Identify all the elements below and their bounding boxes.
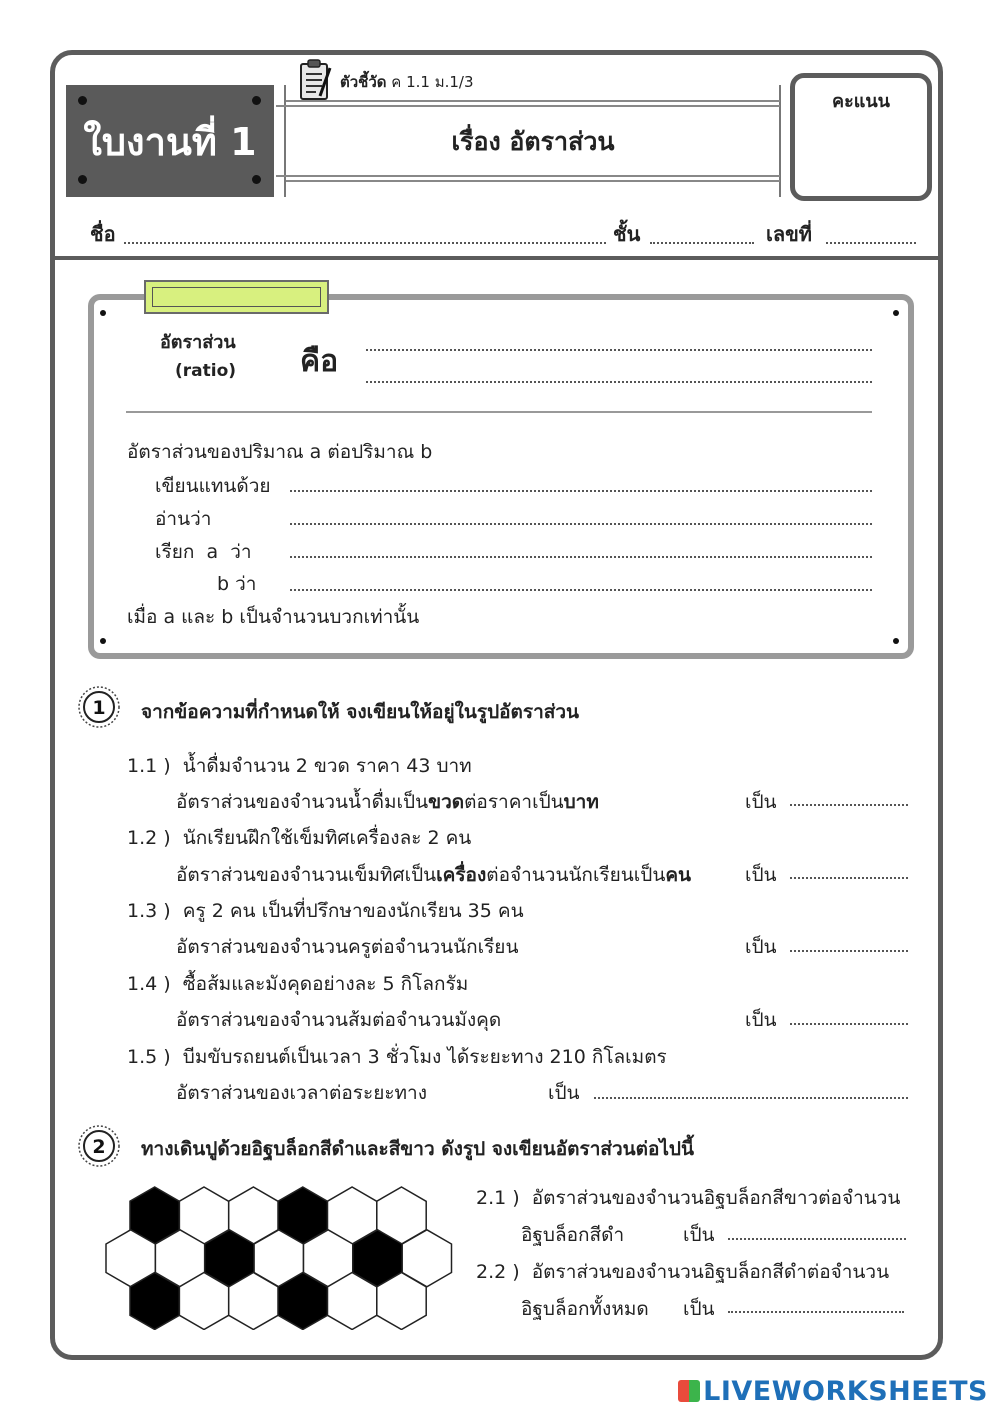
section-2-heading: ทางเดินปูด้วยอิฐบล็อกสีดำและสีขาว ดังรูป จงเขียนอัตราส่วนต่อไปนี้ (141, 1138, 694, 1160)
hexagon-tile-pattern (104, 1185, 458, 1330)
class-label: ชั้น (613, 222, 641, 246)
definition-answer-line-1[interactable] (366, 349, 872, 351)
definition-answer-line-2[interactable] (366, 381, 872, 383)
header-hline (286, 105, 780, 107)
write-as-label: เขียนแทนด้วย (155, 475, 271, 497)
q2-2-answer-word: เป็น (683, 1298, 715, 1320)
q1-4-answer-word: เป็น (745, 1009, 777, 1031)
q2-1-line1: 2.1 ) อัตราส่วนของจำนวนอิฐบล็อกสีขาวต่อจำนวน (476, 1187, 901, 1209)
call-b-field[interactable] (290, 589, 872, 591)
panel-corner-dot (100, 638, 106, 644)
title-corner-dot (252, 175, 261, 184)
section-number-badge (77, 1124, 121, 1168)
q1-2-answer-field[interactable] (790, 877, 908, 879)
header-hline (286, 175, 780, 177)
topic-title: เรื่อง อัตราส่วน (451, 127, 615, 156)
call-a-label: เรียก a ว่า (155, 541, 252, 563)
is-word: คือ (300, 344, 339, 379)
q1-3-answer-field[interactable] (790, 950, 908, 952)
q2-1-line2: อิฐบล็อกสีดำ (521, 1224, 625, 1246)
definition-condition: เมื่อ a และ b เป็นจำนวนบวกเท่านั้น (127, 606, 420, 628)
q1-3-answer-word: เป็น (745, 936, 777, 958)
tape-decoration (144, 280, 329, 314)
q1-2-statement: 1.2 ) นักเรียนฝึกใช้เข็มทิศเครื่องละ 2 คน (127, 827, 472, 849)
section-1-heading: จากข้อความที่กำหนดให้ จงเขียนให้อยู่ในรูปอัตราส่วน (141, 701, 580, 723)
title-corner-dot (78, 96, 87, 105)
call-a-field[interactable] (290, 556, 872, 558)
header-divider (55, 256, 943, 260)
section-number-badge (77, 685, 121, 729)
title-corner-dot (78, 175, 87, 184)
write-as-field[interactable] (290, 490, 872, 492)
class-field[interactable] (650, 242, 754, 244)
header-hline (286, 180, 780, 182)
number-label: เลขที่ (766, 222, 812, 246)
title-corner-dot (252, 96, 261, 105)
term-label: อัตราส่วน (160, 332, 236, 353)
q1-4-answer-field[interactable] (790, 1023, 908, 1025)
q1-5-question: อัตราส่วนของเวลาต่อระยะทาง (176, 1082, 427, 1104)
q1-4-question: อัตราส่วนของจำนวนส้มต่อจำนวนมังคุด (176, 1009, 502, 1031)
header-hline (286, 100, 780, 102)
panel-divider (126, 411, 872, 413)
call-b-label: b ว่า (217, 573, 257, 595)
q1-5-answer-word: เป็น (548, 1082, 580, 1104)
definition-intro: อัตราส่วนของปริมาณ a ต่อปริมาณ b (127, 441, 433, 463)
q1-1-statement: 1.1 ) น้ำดื่มจำนวน 2 ขวด ราคา 43 บาท (127, 755, 472, 777)
panel-corner-dot (100, 310, 106, 316)
q1-2-question: อัตราส่วนของจำนวนเข็มทิศเป็นเครื่องต่อจำนวนนักเรียนเป็นคน (176, 864, 692, 886)
q2-2-line2: อิฐบล็อกทั้งหมด (521, 1298, 649, 1320)
panel-corner-dot (893, 310, 899, 316)
q1-5-answer-field[interactable] (594, 1097, 908, 1099)
section-2-number: 2 (92, 1136, 106, 1158)
header-hline (276, 105, 286, 107)
q1-3-question: อัตราส่วนของจำนวนครูต่อจำนวนนักเรียน (176, 936, 519, 958)
name-field[interactable] (124, 242, 606, 244)
read-as-label: อ่านว่า (155, 508, 212, 530)
number-field[interactable] (826, 242, 916, 244)
q2-1-answer-field[interactable] (728, 1238, 906, 1240)
q1-1-answer-field[interactable] (790, 804, 908, 806)
section-1-number: 1 (92, 697, 106, 719)
header-hline (276, 175, 286, 177)
q1-5-statement: 1.5 ) บีมขับรถยนต์เป็นเวลา 3 ชั่วโมง ได้ระยะทาง 210 กิโลเมตร (127, 1046, 667, 1068)
read-as-field[interactable] (290, 523, 872, 525)
clipboard-icon (298, 58, 332, 102)
q2-1-answer-word: เป็น (683, 1224, 715, 1246)
q2-2-line1: 2.2 ) อัตราส่วนของจำนวนอิฐบล็อกสีดำต่อจำนวน (476, 1261, 890, 1283)
indicator: ตัวชี้วัด ค 1.1 ม.1/3 (340, 73, 474, 91)
q1-1-question: อัตราส่วนของจำนวนน้ำดื่มเป็นขวดต่อราคาเป็นบาท (176, 791, 599, 813)
term-en-label: (ratio) (175, 361, 237, 381)
q1-3-statement: 1.3 ) ครู 2 คน เป็นที่ปรึกษาของนักเรียน 35 คน (127, 900, 524, 922)
panel-corner-dot (893, 638, 899, 644)
name-label: ชื่อ (90, 222, 116, 246)
q2-2-answer-field[interactable] (728, 1311, 904, 1313)
liveworksheets-logo-icon (678, 1380, 700, 1402)
q1-2-answer-word: เป็น (745, 864, 777, 886)
liveworksheets-logo[interactable]: LIVEWORKSHEETS (678, 1376, 988, 1407)
score-label: คะแนน (832, 91, 890, 112)
q1-4-statement: 1.4 ) ซื้อส้มและมังคุดอย่างละ 5 กิโลกรัม (127, 973, 469, 995)
worksheet-title: ใบงานที่ 1 (66, 85, 274, 197)
q1-1-answer-word: เป็น (745, 791, 777, 813)
